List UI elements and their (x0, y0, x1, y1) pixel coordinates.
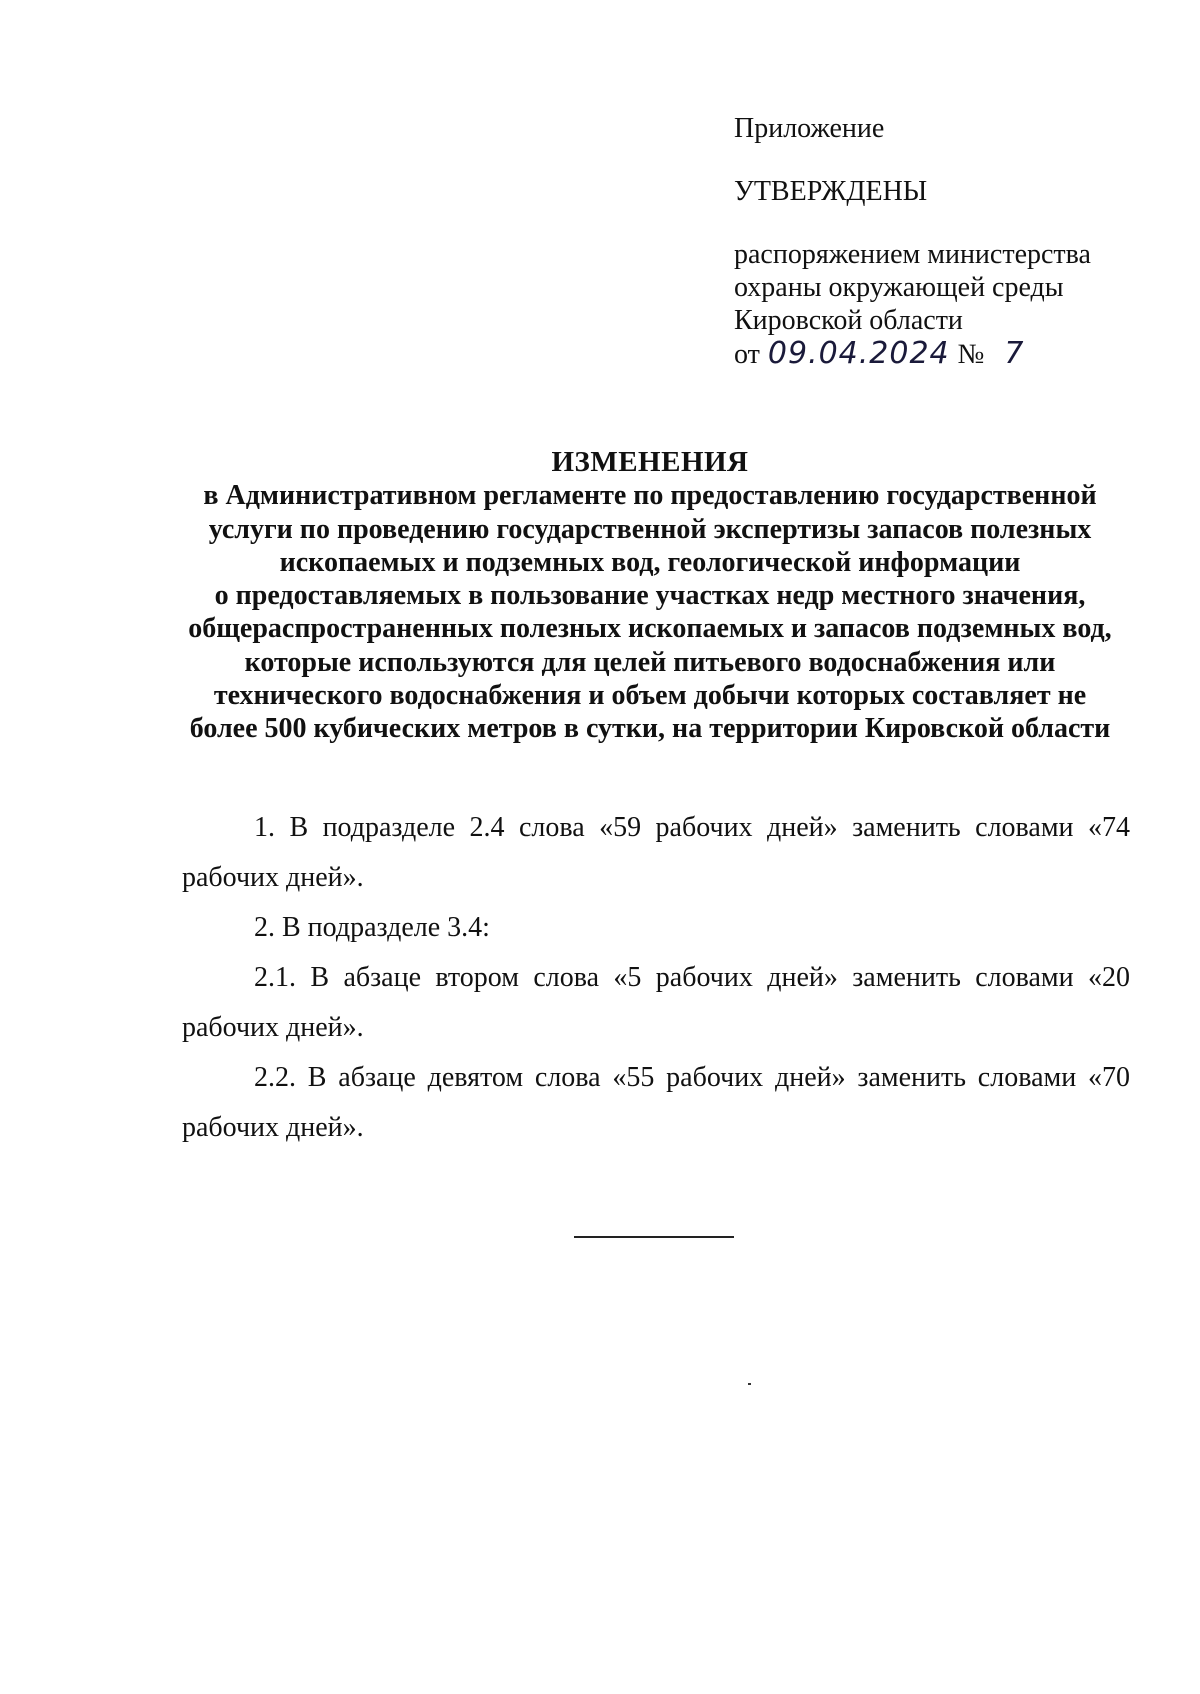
appendix-label: Приложение (734, 113, 885, 144)
issuer-block (734, 238, 1154, 371)
issuer-line: распоряжением министерства (734, 239, 1091, 270)
subtitle-line: которые используются для целей питьевого водоснабжения или (244, 646, 1056, 678)
subtitle-line: ископаемых и подземных вод, геологической информации (279, 546, 1021, 578)
subtitle-line: технического водоснабжения и объем добычи которых составляет не (213, 680, 1087, 712)
subtitle-line: о предоставляемых в пользование участках недр местного значения, (214, 580, 1086, 612)
issuer-line: охраны окружающей среды (734, 272, 1064, 303)
paragraph-3-line-1: 2.1. В абзаце втором слова «5 рабочих дней» заменить словами «20 (254, 962, 1130, 993)
document-title: ИЗМЕНЕНИЯ (551, 446, 749, 478)
approved-label: УТВЕРЖДЕНЫ (734, 176, 928, 207)
handwritten-date: 09.04.2024 (767, 336, 950, 371)
handwritten-number: 7 (1004, 336, 1024, 371)
date-prefix: от (734, 339, 760, 370)
date-line (734, 337, 1154, 371)
paragraph-1-line-1: 1. В подразделе 2.4 слова «59 рабочих дней» заменить словами «74 (254, 812, 1130, 843)
subtitle-line: в Административном регламенте по предоставлению государственной (203, 480, 1097, 512)
approval-block (734, 112, 1154, 371)
subtitle-line: услуги по проведению государственной экспертизы запасов полезных (208, 513, 1092, 545)
document-heading (170, 446, 1130, 746)
paragraph-4-line-1: 2.2. В абзаце девятом слова «55 рабочих дней» заменить словами «70 (254, 1062, 1130, 1093)
document-body (182, 803, 1130, 1153)
issuer-line: Кировской области (734, 305, 963, 336)
subtitle-line: общераспространенных полезных ископаемых и запасов подземных вод, (188, 613, 1112, 645)
scan-speck (748, 1383, 751, 1385)
paragraph-1-line-2: рабочих дней». (182, 862, 364, 893)
paragraph-3-line-2: рабочих дней». (182, 1012, 364, 1043)
end-divider (574, 1236, 734, 1238)
subtitle-line: более 500 кубических метров в сутки, на территории Кировской области (189, 713, 1111, 745)
number-sign: № (957, 339, 985, 370)
paragraph-2: 2. В подразделе 3.4: (254, 912, 490, 943)
paragraph-4-line-2: рабочих дней». (182, 1112, 364, 1143)
